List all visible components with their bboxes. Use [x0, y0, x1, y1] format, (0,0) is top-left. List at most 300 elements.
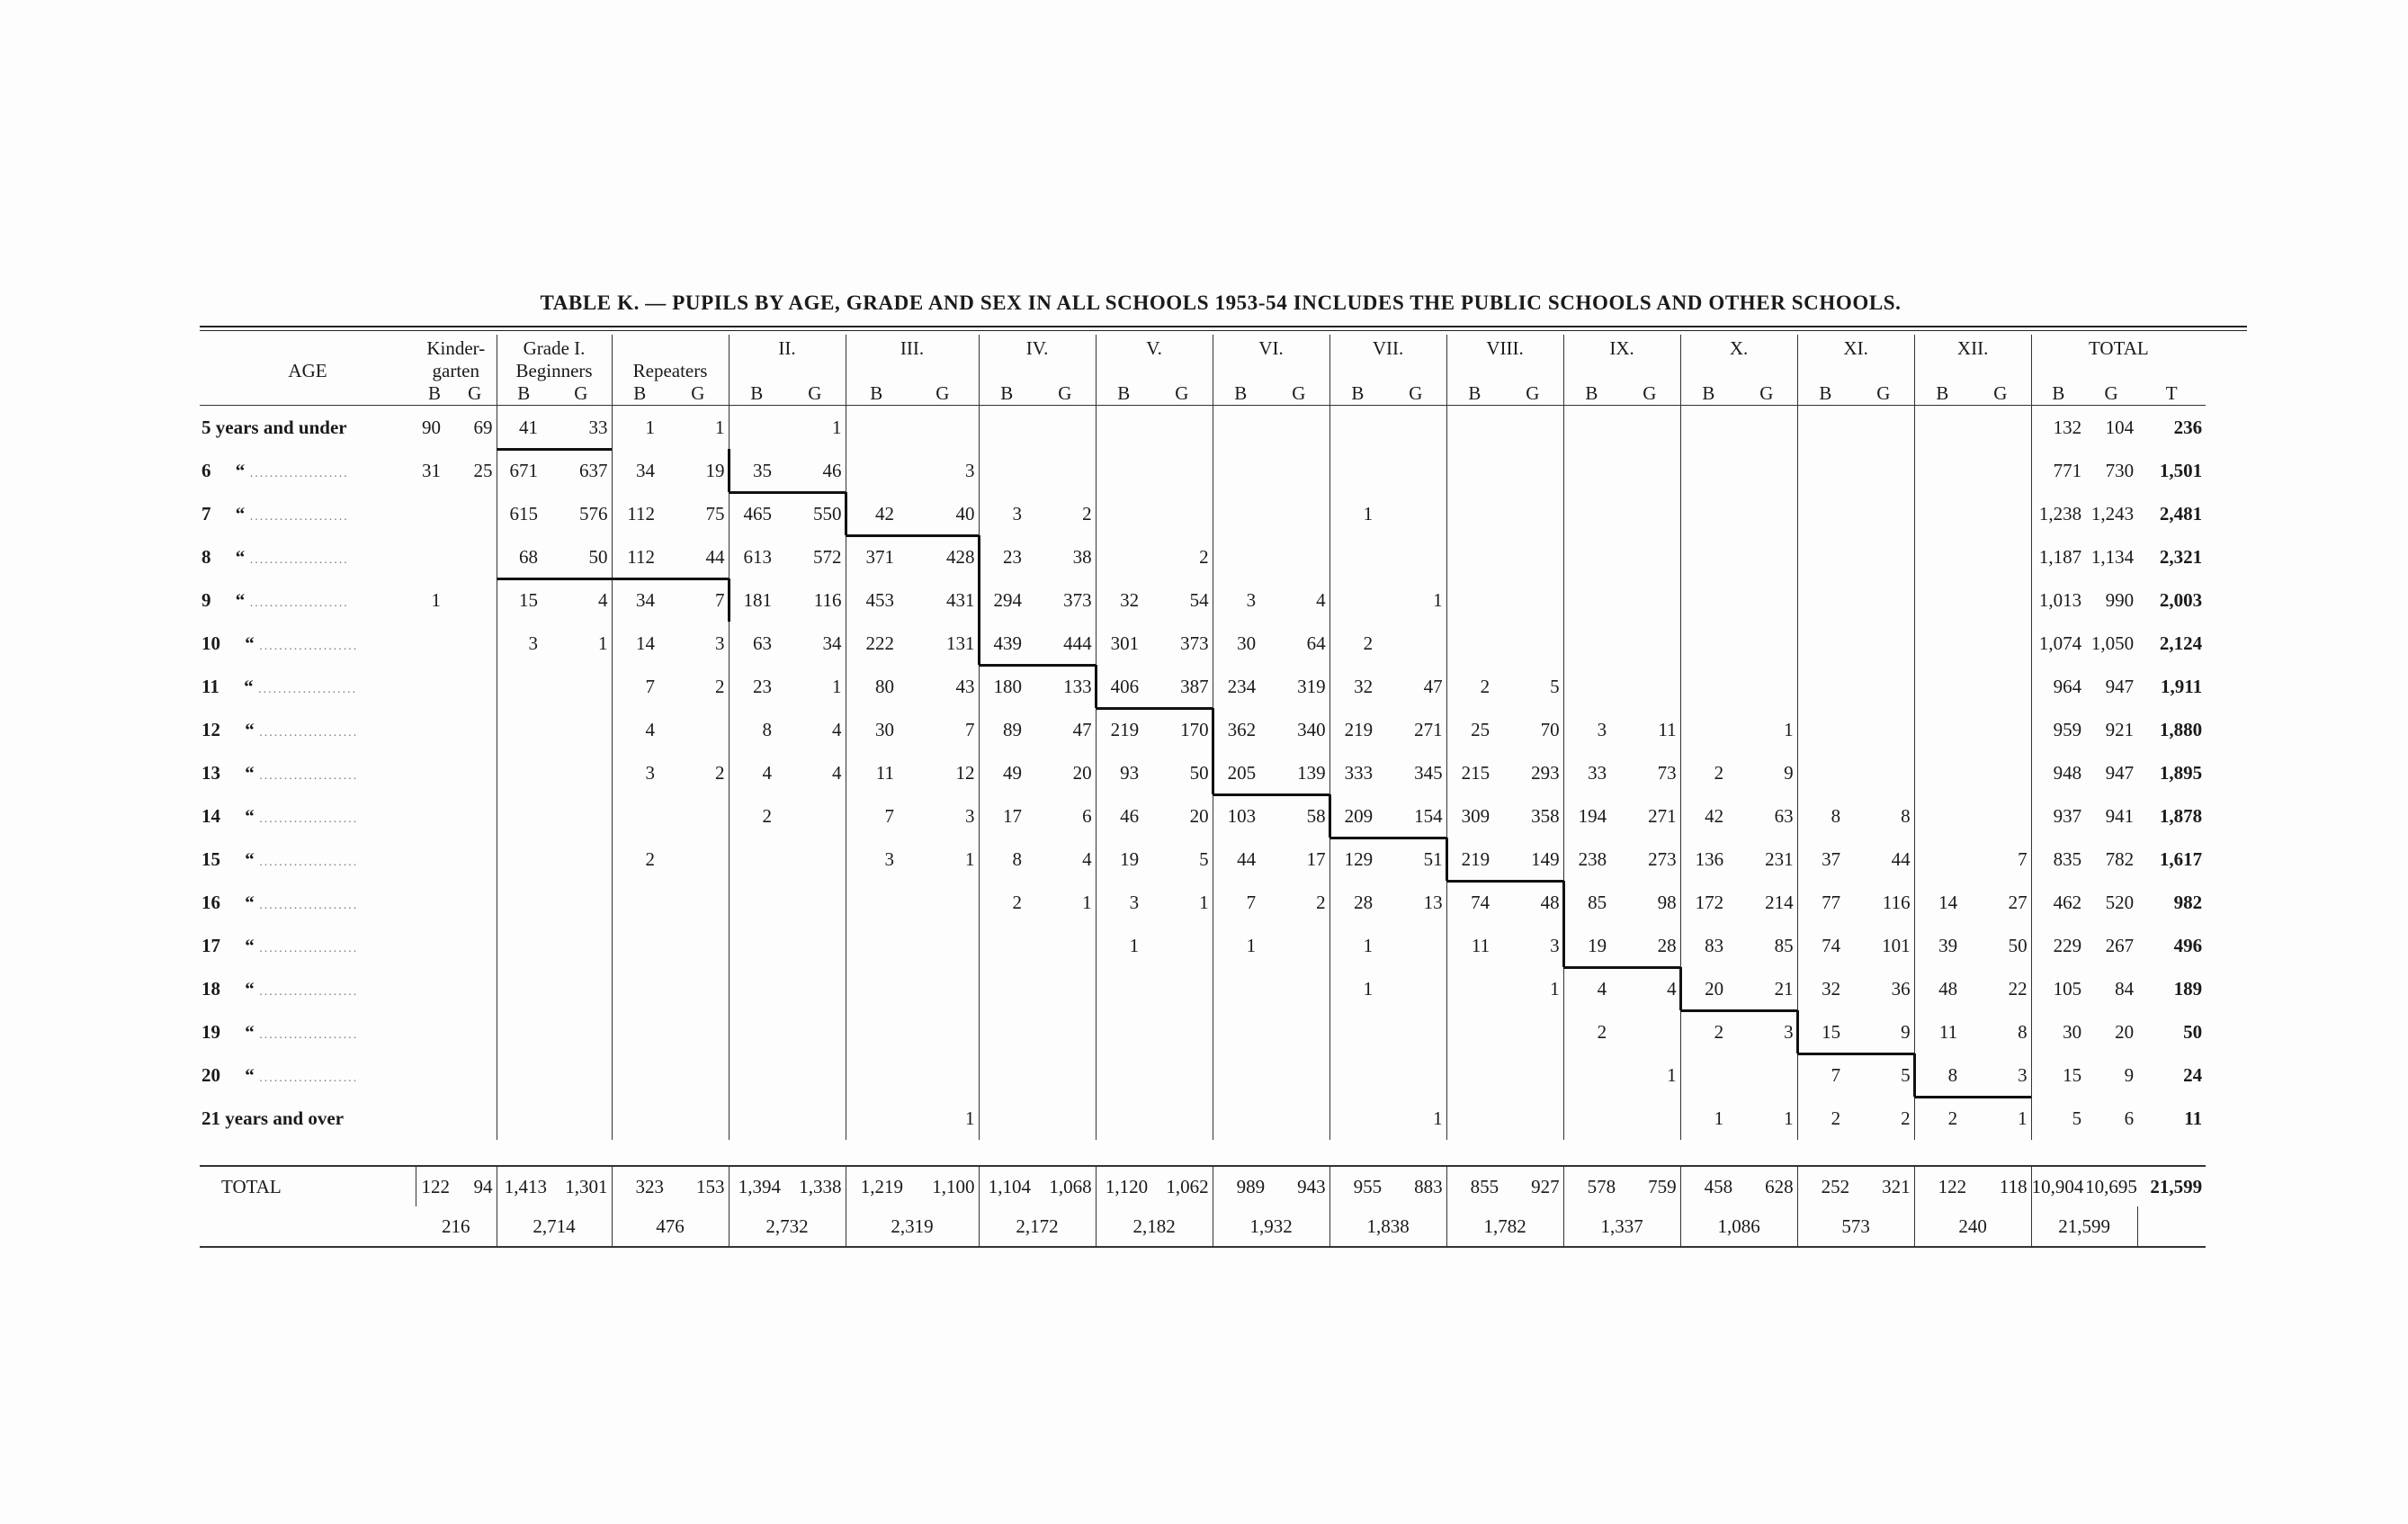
table-cell: [1329, 406, 1385, 450]
table-cell: [1970, 622, 2031, 665]
ditto-mark: “: [230, 545, 246, 568]
total-cell: 1,100: [932, 1175, 975, 1197]
age-label: [200, 967, 416, 1010]
table-cell: 2: [612, 838, 667, 881]
table-cell: [1680, 665, 1736, 708]
table-cell: 17: [979, 794, 1034, 838]
table-cell: [1385, 406, 1446, 450]
table-cell: 44: [705, 545, 725, 568]
table-cell: 7: [715, 588, 725, 611]
table-cell: [667, 967, 729, 1010]
age-label: [200, 449, 416, 492]
table-cell: 17: [1306, 847, 1326, 870]
table-cell: 1: [965, 1107, 975, 1129]
group-header-g4: IV.: [979, 335, 1096, 360]
table-cell: [612, 1097, 667, 1140]
table-cell: 2: [1680, 1010, 1736, 1053]
col-g-g10: G: [1736, 382, 1797, 406]
table-cell: [1151, 406, 1213, 450]
total-cell: 1,338: [799, 1175, 842, 1197]
group-header-g2: II.: [729, 335, 846, 360]
age-label: [200, 1053, 416, 1097]
table-cell: [1736, 535, 1797, 578]
table-cell: 1: [1329, 967, 1385, 1010]
table-cell: [1914, 535, 1970, 578]
table-cell: [1797, 622, 1853, 665]
table-cell: 319: [1297, 675, 1326, 697]
table-cell: 104: [2105, 416, 2135, 438]
table-cell: [1329, 1053, 1385, 1097]
table-cell: [551, 1010, 612, 1053]
table-cell: [979, 449, 1034, 492]
table-cell: [1853, 535, 1914, 578]
table-cell: [1385, 449, 1446, 492]
table-cell: [1213, 1010, 1268, 1053]
leader-dots: ....................: [254, 768, 359, 783]
table-cell: 5: [1550, 675, 1560, 697]
table-cell: [1502, 578, 1563, 622]
table-cell: 3: [1563, 708, 1619, 751]
table-cell: 613: [729, 535, 784, 578]
table-cell: 38: [1072, 545, 1092, 568]
table-cell: 7: [846, 794, 907, 838]
group-header-g9: IX.: [1563, 335, 1680, 360]
table-cell: 33: [1563, 751, 1619, 794]
ditto-mark: “: [240, 632, 255, 654]
table-cell: 947: [2105, 675, 2135, 697]
total-cell: 989: [1213, 1166, 1268, 1206]
total-cell: 1,413: [497, 1166, 551, 1206]
table-cell: 136: [1680, 838, 1736, 881]
table-cell: 1: [1213, 924, 1268, 967]
table-cell: 4: [729, 751, 784, 794]
table-cell: 116: [1882, 891, 1911, 913]
table-cell: [1563, 1097, 1619, 1140]
table-cell: [612, 881, 667, 924]
table-cell: 42: [846, 492, 907, 535]
table-cell: 301: [1096, 622, 1151, 665]
grade-sum-cell: 2,319: [846, 1206, 979, 1247]
table-cell: 194: [1563, 794, 1619, 838]
table-cell: [1680, 406, 1736, 450]
table-cell: [416, 535, 453, 578]
table-cell: [667, 1010, 729, 1053]
table-cell: [1619, 406, 1680, 450]
table-row: [200, 751, 2206, 794]
table-cell: 271: [1414, 718, 1443, 740]
table-cell: [1151, 924, 1213, 967]
grade-sum-cell: 2,714: [497, 1206, 612, 1247]
age-label: [200, 838, 416, 881]
group-header-g10: X.: [1680, 335, 1797, 360]
table-cell: [1502, 1097, 1563, 1140]
table-cell: [784, 1097, 846, 1140]
table-cell: [1970, 449, 2031, 492]
table-cell: [979, 1010, 1034, 1053]
table-cell: [784, 1010, 846, 1053]
table-cell: 1,187: [2031, 535, 2085, 578]
table-cell: 671: [497, 449, 551, 492]
table-cell: 1: [1680, 1097, 1736, 1140]
table-cell: [667, 1053, 729, 1097]
table-cell: [1034, 1097, 1096, 1140]
table-cell: [497, 1053, 551, 1097]
leader-dots: ....................: [254, 984, 359, 999]
total-cell: 21,599: [2150, 1175, 2203, 1197]
table-cell: [979, 1097, 1034, 1140]
table-cell: [1268, 492, 1329, 535]
table-cell: [1096, 492, 1151, 535]
leader-dots: ....................: [245, 466, 349, 480]
table-cell: [416, 794, 453, 838]
table-cell: 465: [729, 492, 784, 535]
table-cell: 28: [1329, 881, 1385, 924]
table-cell: 68: [497, 535, 551, 578]
table-cell: 25: [473, 459, 493, 481]
table-cell: 271: [1648, 804, 1677, 827]
table-cell: 444: [1063, 632, 1092, 654]
table-cell: 40: [955, 502, 975, 524]
total-cell: 1,120: [1096, 1166, 1151, 1206]
table-cell: [1034, 406, 1096, 450]
table-cell: [497, 794, 551, 838]
age-label: [200, 406, 416, 450]
table-cell: 19: [1563, 924, 1619, 967]
table-cell: [1096, 967, 1151, 1010]
total-cell: 321: [1882, 1175, 1911, 1197]
table-cell: 387: [1180, 675, 1209, 697]
age-value: 19: [201, 1020, 220, 1043]
table-cell: [1213, 449, 1268, 492]
table-cell: [453, 794, 497, 838]
table-cell: 14: [1914, 881, 1970, 924]
table-cell: [784, 967, 846, 1010]
table-cell: [612, 1010, 667, 1053]
table-cell: [1970, 708, 2031, 751]
total-cell: 955: [1329, 1166, 1385, 1206]
age-label: [200, 622, 416, 665]
group-subheader-g10: [1680, 360, 1797, 382]
table-cell: [497, 1010, 551, 1053]
table-cell: 462: [2031, 881, 2085, 924]
table-cell: 4: [1667, 977, 1677, 1000]
table-cell: 209: [1329, 794, 1385, 838]
table-cell: 24: [2183, 1063, 2203, 1086]
table-cell: 21: [1774, 977, 1794, 1000]
table-cell: 15: [497, 578, 551, 622]
table-cell: [1446, 1010, 1502, 1053]
table-cell: 1: [832, 675, 842, 697]
group-header-tot: TOTAL: [2031, 335, 2206, 360]
table-cell: [1563, 406, 1619, 450]
table-cell: 46: [822, 459, 842, 481]
table-cell: [416, 492, 453, 535]
table-cell: 22: [2008, 977, 2028, 1000]
table-cell: 39: [1914, 924, 1970, 967]
table-cell: 77: [1797, 881, 1853, 924]
table-cell: [1970, 492, 2031, 535]
table-cell: [1970, 578, 2031, 622]
grade-sum-cell: 2,732: [729, 1206, 846, 1247]
table-cell: 2: [1563, 1010, 1619, 1053]
table-cell: [1853, 449, 1914, 492]
table-cell: 44: [1891, 847, 1911, 870]
col-g-g2: G: [784, 382, 846, 406]
table-row: [200, 924, 2206, 967]
table-cell: 921: [2105, 718, 2135, 740]
group-header-g3: III.: [846, 335, 979, 360]
stair-line: [729, 491, 846, 494]
table-cell: 42: [1680, 794, 1736, 838]
stair-line: [1913, 1053, 1916, 1097]
table-cell: 2,481: [2159, 502, 2203, 524]
table-cell: 8: [729, 708, 784, 751]
table-cell: [416, 967, 453, 1010]
table-cell: 3: [612, 751, 667, 794]
table-cell: 5: [2031, 1097, 2085, 1140]
table-cell: 32: [1096, 578, 1151, 622]
table-cell: [1853, 665, 1914, 708]
leader-dots: ....................: [253, 682, 358, 696]
table-cell: 20: [2115, 1020, 2135, 1043]
table-cell: [551, 708, 612, 751]
leader-dots: ....................: [254, 639, 359, 653]
table-cell: 496: [2173, 934, 2203, 956]
table-cell: [1619, 665, 1680, 708]
table-cell: 2: [979, 881, 1034, 924]
total-cell: 458: [1680, 1166, 1736, 1206]
col-b-g3: B: [846, 382, 907, 406]
table-cell: [1914, 492, 1970, 535]
group-subheader-g2: [729, 360, 846, 382]
table-cell: 8: [1901, 804, 1911, 827]
grade-sum-cell: 2,182: [1096, 1206, 1213, 1247]
age-label: [200, 492, 416, 535]
table-cell: 30: [1213, 622, 1268, 665]
table-cell: [1329, 535, 1385, 578]
table-cell: [846, 1053, 907, 1097]
table-cell: 340: [1297, 718, 1326, 740]
table-cell: 9: [1901, 1020, 1911, 1043]
table-cell: [907, 967, 979, 1010]
table-cell: 7: [1797, 1053, 1853, 1097]
table-cell: 7: [965, 718, 975, 740]
table-cell: [729, 881, 784, 924]
table-cell: [416, 1010, 453, 1053]
table-row: [200, 1097, 2206, 1140]
col-g-g11: G: [1853, 382, 1914, 406]
top-rule-double: [200, 330, 2247, 331]
table-cell: 1: [1329, 924, 1385, 967]
table-cell: 105: [2031, 967, 2085, 1010]
table-cell: [1213, 406, 1268, 450]
table-cell: [453, 967, 497, 1010]
age-value: 5 years and under: [201, 416, 347, 438]
table-cell: [667, 924, 729, 967]
table-cell: [453, 1097, 497, 1140]
col-g-g5: G: [1151, 382, 1213, 406]
table-cell: 431: [946, 588, 975, 611]
table-cell: [1268, 1010, 1329, 1053]
group-header-g6: VI.: [1213, 335, 1329, 360]
ditto-mark: “: [240, 891, 255, 913]
stair-line: [1679, 967, 1682, 1010]
table-cell: 3: [1784, 1020, 1794, 1043]
stair-line: [1796, 1010, 1799, 1053]
table-row: [200, 406, 2206, 450]
leader-dots: ....................: [254, 1027, 359, 1042]
table-cell: [907, 1010, 979, 1053]
table-cell: [497, 881, 551, 924]
table-cell: 11: [1914, 1010, 1970, 1053]
table-cell: [1680, 1053, 1736, 1097]
age-value: 12: [201, 718, 220, 740]
col-g-g1b: G: [551, 382, 612, 406]
table-cell: [1970, 406, 2031, 450]
table-cell: [1446, 578, 1502, 622]
table-cell: [1268, 449, 1329, 492]
table-row: [200, 967, 2206, 1010]
group-subheader-g5: [1096, 360, 1213, 382]
total-cell: 122: [1914, 1166, 1970, 1206]
table-cell: 234: [1213, 665, 1268, 708]
table-cell: 215: [1446, 751, 1502, 794]
table-cell: 90: [422, 416, 441, 438]
table-cell: 172: [1680, 881, 1736, 924]
table-cell: [979, 924, 1034, 967]
table-cell: 181: [729, 578, 784, 622]
table-cell: 112: [612, 492, 667, 535]
stair-line: [978, 535, 980, 665]
table-cell: [1213, 492, 1268, 535]
table-cell: [1563, 622, 1619, 665]
table-cell: 154: [1414, 804, 1443, 827]
table-cell: 85: [1774, 934, 1794, 956]
group-subheader-g7: [1329, 360, 1446, 382]
table-cell: [784, 1053, 846, 1097]
table-cell: 11: [846, 751, 907, 794]
table-cell: 1: [965, 847, 975, 870]
table-cell: 293: [1531, 761, 1560, 784]
table-cell: 129: [1329, 838, 1385, 881]
grade-sum-cell: 240: [1914, 1206, 2031, 1247]
table-cell: 1: [1096, 924, 1151, 967]
col-g-g12: G: [1970, 382, 2031, 406]
table-cell: 74: [1446, 881, 1502, 924]
table-cell: [1385, 492, 1446, 535]
table-cell: 20: [1072, 761, 1092, 784]
age-header: AGE: [288, 360, 327, 381]
table-cell: 98: [1657, 891, 1677, 913]
table-cell: [612, 794, 667, 838]
table-cell: [979, 406, 1034, 450]
col-b-kg: B: [416, 382, 453, 406]
table-cell: [1914, 665, 1970, 708]
table-cell: 1: [1329, 492, 1385, 535]
table-cell: 1,911: [2161, 675, 2203, 697]
table-cell: 1: [1550, 977, 1560, 1000]
table-cell: [1329, 1097, 1385, 1140]
total-cell: 1,394: [729, 1166, 784, 1206]
ditto-mark: “: [240, 847, 255, 870]
table-cell: 1: [1082, 891, 1092, 913]
table-cell: [416, 881, 453, 924]
table-cell: 50: [2183, 1020, 2203, 1043]
table-cell: [1797, 708, 1853, 751]
table-cell: 2: [1446, 665, 1502, 708]
group-subheader-g4: [979, 360, 1096, 382]
table-cell: 54: [1189, 588, 1209, 611]
table-cell: 2: [715, 675, 725, 697]
table-cell: [1034, 449, 1096, 492]
table-row: [200, 535, 2206, 578]
total-cell: 10,695: [2085, 1175, 2137, 1197]
table-cell: 116: [813, 588, 842, 611]
table-row: [200, 578, 2206, 622]
table-cell: 6: [2124, 1107, 2135, 1129]
table-cell: 48: [1540, 891, 1560, 913]
table-row: [200, 622, 2206, 665]
col-b-g1b: B: [497, 382, 551, 406]
table-cell: 428: [946, 545, 975, 568]
table-cell: [416, 665, 453, 708]
table-cell: [1502, 492, 1563, 535]
table-cell: 371: [846, 535, 907, 578]
col-b-g4: B: [979, 382, 1034, 406]
sum-tail: [2137, 1206, 2206, 1247]
table-cell: [1034, 1053, 1096, 1097]
table-row: [200, 1053, 2206, 1097]
table-cell: [1619, 578, 1680, 622]
table-cell: [1680, 492, 1736, 535]
table-cell: 3: [979, 492, 1034, 535]
table-cell: [497, 1097, 551, 1140]
table-cell: [1853, 578, 1914, 622]
table-cell: [453, 665, 497, 708]
table-cell: [1502, 406, 1563, 450]
total-cell: 122: [416, 1166, 453, 1206]
table-cell: 2: [1329, 622, 1385, 665]
table-cell: [846, 967, 907, 1010]
table-cell: [1268, 967, 1329, 1010]
col-g-g3: G: [907, 382, 979, 406]
table-cell: 4: [612, 708, 667, 751]
top-rule: [200, 326, 2247, 327]
age-value: 21 years and over: [201, 1107, 345, 1129]
table-cell: [1446, 406, 1502, 450]
table-cell: [846, 881, 907, 924]
table-cell: 189: [2173, 977, 2203, 1000]
table-cell: 2: [1680, 751, 1736, 794]
table-cell: 3: [715, 632, 725, 654]
table-row: [200, 665, 2206, 708]
table-cell: [1385, 1010, 1446, 1053]
table-cell: [1619, 622, 1680, 665]
table-cell: [551, 665, 612, 708]
table-cell: 333: [1329, 751, 1385, 794]
table-cell: [1853, 622, 1914, 665]
table-cell: 133: [1063, 675, 1092, 697]
table-cell: [1213, 967, 1268, 1010]
table-cell: [1736, 449, 1797, 492]
table-cell: 4: [832, 718, 842, 740]
table-cell: 33: [588, 416, 608, 438]
table-cell: 11: [1446, 924, 1502, 967]
table-cell: [1970, 535, 2031, 578]
table-cell: [497, 967, 551, 1010]
col-b-g6: B: [1213, 382, 1268, 406]
table-cell: 31: [422, 459, 441, 481]
